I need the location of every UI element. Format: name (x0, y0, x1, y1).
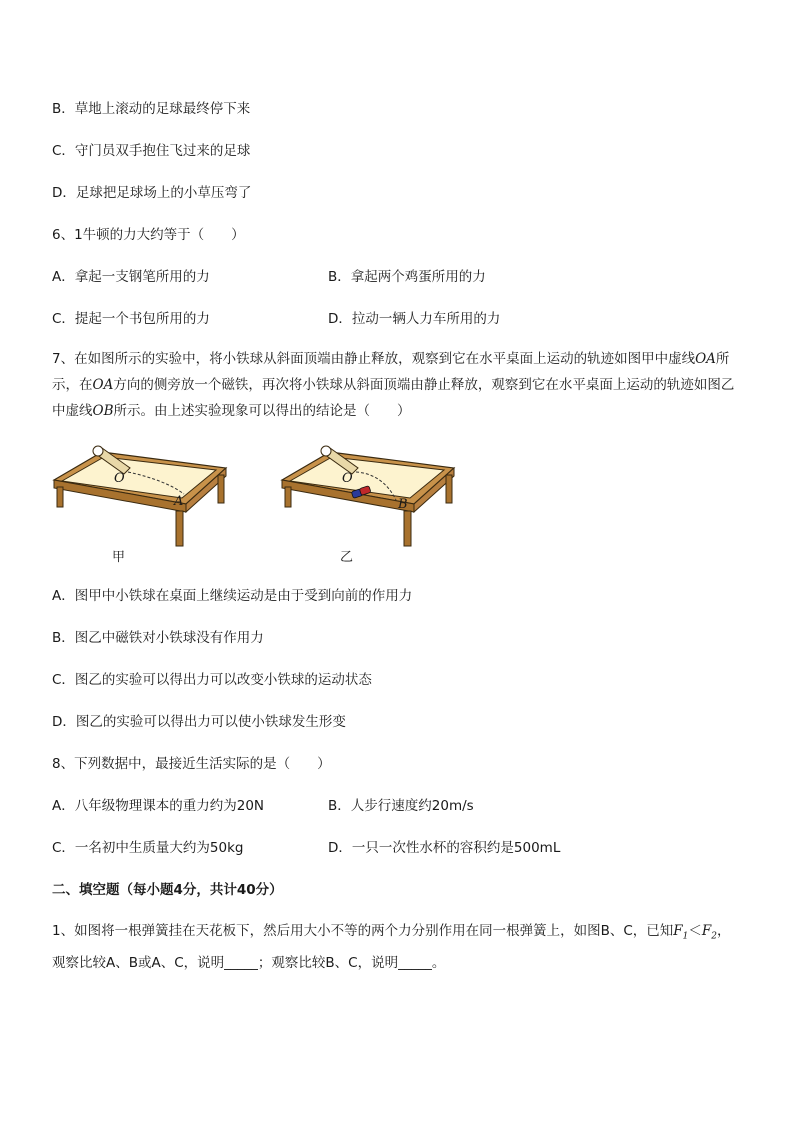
q7-option-a: A．图甲中小铁球在桌面上继续运动是由于受到向前的作用力 (52, 588, 413, 604)
point-o-label: O (342, 471, 353, 486)
q7-option-c: C．图乙的实验可以得出力可以改变小铁球的运动状态 (52, 672, 372, 688)
segment-oa: OA (92, 377, 114, 393)
q7-option-b: B．图乙中磁铁对小铁球没有作用力 (52, 630, 264, 646)
q6-option-b: B．拿起两个鸡蛋所用的力 (328, 269, 486, 285)
figure-caption-jia: 甲 (112, 550, 126, 565)
table-ramp-magnet-illustration (278, 438, 458, 548)
q6-option-a: A．拿起一支钢笔所用的力 (52, 269, 210, 285)
q8-option-d: D．一只一次性水杯的容积约是500mL (328, 840, 561, 856)
q7-stem: 7、在如图所示的实验中，将小铁球从斜面顶端由静止释放，观察到它在水平桌面上运动的轨迹如图甲中虚线OA所示，在OA方向的侧旁放一个磁铁，再次将小铁球从斜面顶端由静止释放，观察到它在水平桌面上运动的轨迹如图乙中虚线OB所示。由上述实验现象可以得出的结论是（ ） (52, 351, 735, 419)
q8-option-c: C．一名初中生质量大约为50kg (52, 840, 244, 856)
figure-yi (278, 438, 458, 565)
point-o-label: O (114, 471, 125, 486)
q5-option-c: C．守门员双手抱住飞过来的足球 (52, 143, 251, 159)
force-f1: $F_1$ (673, 923, 689, 942)
table-ramp-illustration (50, 438, 230, 548)
section-title: 二、填空题（每小题4分，共计40分） (52, 882, 283, 898)
q8-stem: 8、下列数据中，最接近生活实际的是（ ） (52, 756, 331, 772)
q8-option-a: A．八年级物理课本的重力约为20N (52, 798, 265, 814)
figure-jia (50, 438, 230, 565)
segment-ob: OB (92, 403, 114, 419)
figure-caption-yi: 乙 (340, 550, 354, 565)
q7-option-d: D．图乙的实验可以得出力可以使小铁球发生形变 (52, 714, 346, 730)
q8-option-b: B．人步行速度约20m/s (328, 798, 474, 814)
point-a-label: A (174, 494, 184, 509)
force-f2: $F_2$ (701, 923, 717, 942)
q6-option-c: C．提起一个书包所用的力 (52, 311, 210, 327)
q5-option-b: B．草地上滚动的足球最终停下来 (52, 101, 251, 117)
q6-stem: 6、1牛顿的力大约等于（ ） (52, 227, 245, 243)
q5-option-d: D．足球把足球场上的小草压弯了 (52, 185, 252, 201)
segment-oa: OA (695, 351, 716, 367)
q6-option-d: D．拉动一辆人力车所用的力 (328, 311, 501, 327)
point-b-label: B (398, 497, 408, 512)
fill-q1: 1、如图将一根弹簧挂在天花板下，然后用大小不等的两个力分别作用在同一根弹簧上，如图B、C，已知$F_1<F_2$，观察比较A、B或A、C，说明_____；观察比较B、C，说明_____。 (52, 923, 731, 971)
